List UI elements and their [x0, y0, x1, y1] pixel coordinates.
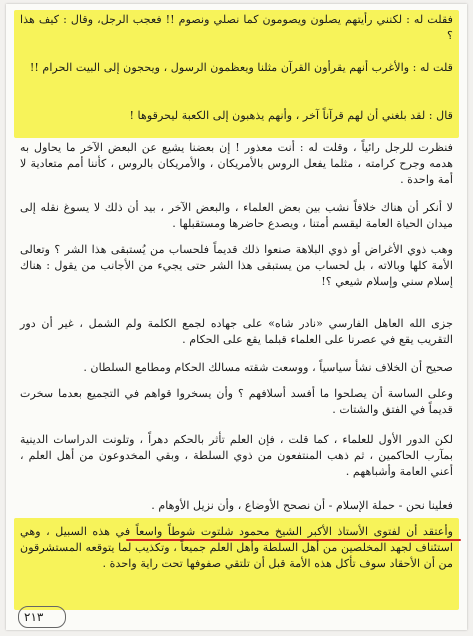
paragraph-7: جزى الله العاهل الفارسي «نادر شاه» على جهاده لجمع الكلمة ولم الشمل ، غير أن دور التقريب يقع في عصرنا على العلماء قبلما يقع على الحكام .: [20, 317, 453, 346]
paragraph-6: وهب ذوي الأغراض أو ذوي البلاهة صنعوا ذلك قديماً فلحساب من يُستبقى هذا الشر ؟ وتعالى الأمة كلها وبالاته ، بل لحساب من يستبقى هذا الشر حتى يجيء من الأجانب من يقول : هناك إسلام سني وإسلام شيعي ؟!: [20, 243, 453, 288]
paragraph-11: فعلينا نحن - حملة الإسلام - أن نصحح الأوضاع ، وأن نزيل الأوهام .: [151, 499, 453, 512]
paragraph-3: قال : لقد بلغني أن لهم قرآناً آخر ، وأنهم يذهبون إلى الكعبة ليحرقوها !: [129, 109, 453, 122]
book-page: [6, 4, 467, 630]
text-column: [20, 4, 453, 630]
paragraph-2: قلت له : والأغرب أنهم يقرأون القرآن مثلنا ويعظمون الرسول ، ويحجون إلى البيت الحرام !!: [29, 61, 453, 74]
paragraph-12: وأعتقد أن لفتوى الأستاذ الأكبر الشيخ محمود شلتوت شوطاً واسعاً في هذه السبيل ، وهي استئناف لجهد المخلصين من أهل السلطة وأهل العلم جميعاً ، وتكذيب لما يتوقعه المستشرقون من أن الأحقاد سوف تأكل هذه الأمة قبل أن تلتقي صفوفها تحت راية واحدة .: [20, 525, 453, 570]
paragraph-1: فقلت له : لكنني رأيتهم يصلون ويصومون كما نصلي ونصوم !! فعجب الرجل، وقال : كيف هذا ؟: [20, 13, 453, 42]
paragraph-9: وعلى الساسة أن يصلحوا ما أفسد أسلافهم ؟ وأن يسخروا قواهم في التجميع بعدما سخرت قديماً في الفتق والشتات .: [20, 387, 453, 416]
paragraph-10: لكن الدور الأول للعلماء ، كما قلت ، فإن العلم تأثر بالحكم دهراً ، وتلونت الدراسات الدينية بمآرب الحاكمين ، ثم ذهب المنتفعون من ذوي السلطة ، وبقي المخدوعون من أهل العلم ، أعني العامة وأشباههم .: [20, 433, 453, 478]
paragraph-5: لا أنكر أن هناك خلافاً نشب بين بعض العلماء ، والبعض الآخر ، بيد أن ذلك لا يسوغ نقله إلى ميدان الحياة العامة ليقسم أمتنا ، ويصدع حاضرها ومستقبلها .: [20, 201, 453, 230]
paragraph-4: فنظرت للرجل رائياً ، وقلت له : أنت معذور ! إن بعضنا يشيع عن البعض الآخر ما يحاول به هدمه وجرح كرامته ، مثلما يفعل الروس بالأمريكان ، والأمريكان بالروس ، كأننا أمم متعادية لا أمة واحدة .: [20, 141, 453, 186]
paragraph-8: صحيح أن الخلاف نشأ سياسياً ، ووسعت شقته مسالك الحكام ومطامع السلطان .: [83, 361, 453, 374]
page-number: ٢١٣: [24, 610, 44, 624]
